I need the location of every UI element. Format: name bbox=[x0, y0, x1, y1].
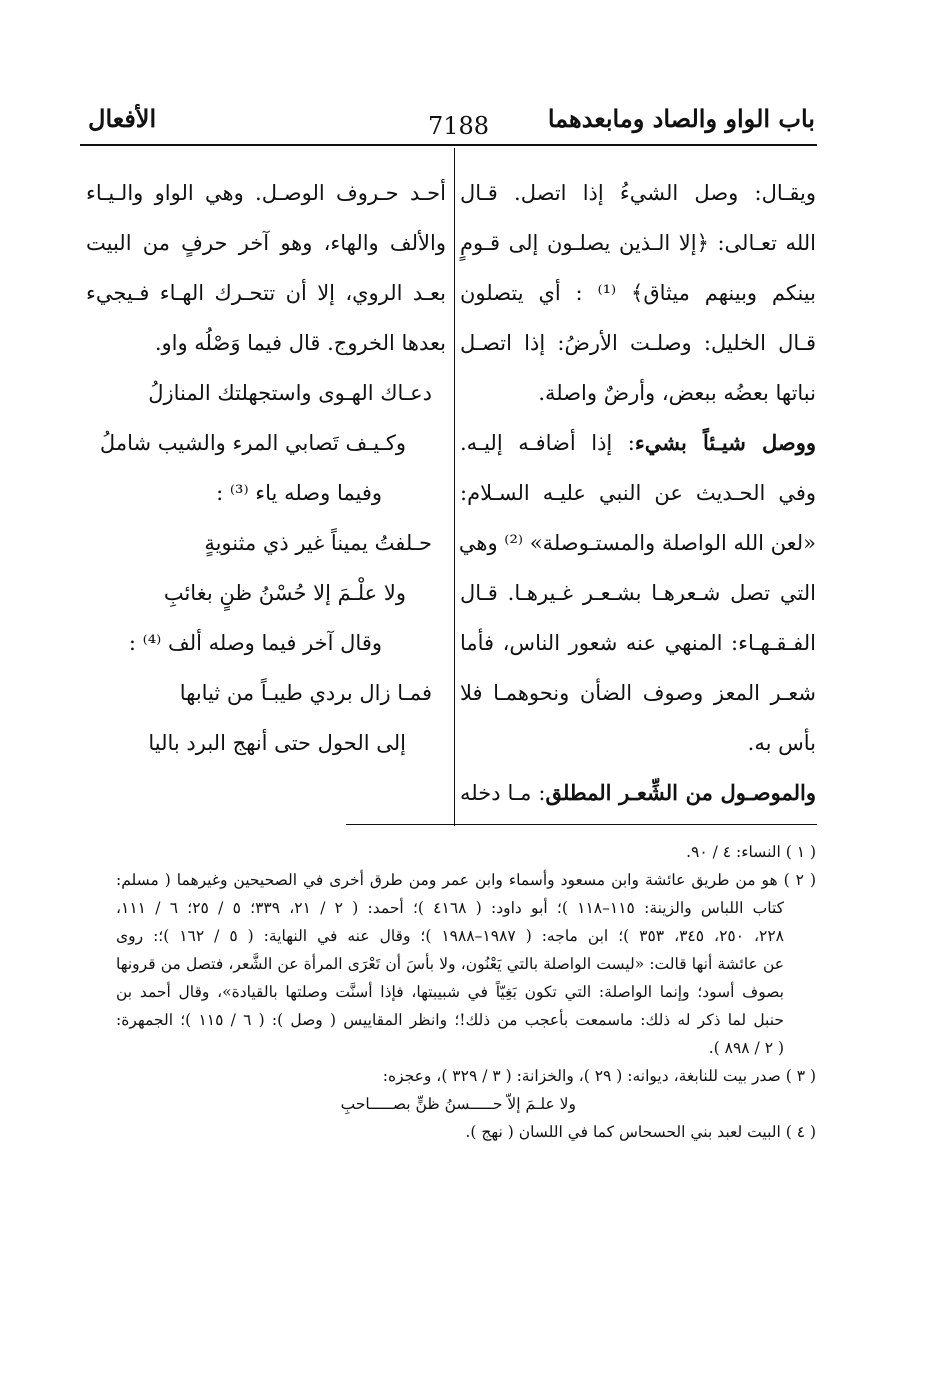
page-number: 7188 bbox=[428, 112, 490, 140]
bold-term: والموصـول من الشِّعـر المطلق bbox=[545, 780, 816, 805]
footnote-2: ( ٢ ) هو من طريق عائشة وابن مسعود وأسماء وابن عمر ومن طرق أخرى في الصحيحين وغيرهما ( مسلم: bbox=[116, 871, 816, 889]
footnote-2-line: كتاب اللباس والزينة: ١١٥–١١٨ )؛ أبو داود: ( ٤١٦٨ )؛ أحمد: ( ٢ / ٢١، ٣٣٩؛ ٥ / ٢٥؛ ٦ / ١١١، bbox=[116, 899, 785, 917]
verse-line: وكـيـف تَصابي المرء والشيب شاملُ bbox=[99, 431, 406, 455]
text-line: «لعن الله الواصلة والمستـوصلة» ⁽²⁾ وهي bbox=[458, 531, 816, 555]
footnote-4: ( ٤ ) البيت لعبد بني الحسحاس كما في اللسان ( نهج ). bbox=[465, 1123, 816, 1141]
text-line: شعـر المعز وصوف الضأن ونحوهمـا فلا bbox=[460, 681, 816, 705]
chapter-title: باب الواو والصاد ومابعدهما bbox=[547, 104, 815, 133]
text-span: : مـا دخله bbox=[460, 781, 546, 805]
section-title: الأفعال bbox=[88, 104, 157, 133]
text-line: والألف والهاء، وهو آخر حرفٍ من البيت bbox=[86, 231, 446, 255]
text-span: : إذا أضافـه إليـه. bbox=[460, 431, 635, 455]
text-line: قـال الخليل: وصلـت الأرضُ: إذا اتصـل bbox=[460, 331, 816, 355]
footnote-3: ( ٣ ) صدر بيت للنابغة، ديوانه: ( ٢٩ )، والخزانة: ( ٣ / ٣٢٩ )، وعجزه: bbox=[382, 1067, 816, 1085]
text-line bbox=[460, 768, 816, 818]
text-line: بأس به. bbox=[747, 731, 816, 755]
verse-line: حـلفتُ يميناً غير ذي مثنويةٍ bbox=[204, 531, 432, 555]
verse-line: ولا علْـمَ إلا حُسْنُ ظنٍ بغائبِ bbox=[163, 581, 406, 605]
text-line: الله تعـالى: ﴿إلا الـذين يصلـون إلى قـومٍ bbox=[460, 231, 816, 255]
text-line: نباتها بعضُه ببعض، وأرضٌ واصلة. bbox=[538, 381, 816, 405]
footnote-2-line: عن عائشة أنها قالت: «ليست الواصلة بالتي يَعْنُون، ولا بأسَ أن تَعْرَى المرأة عن الشَّعر، فتصل من قرونها bbox=[116, 955, 784, 973]
text-line: التي تصل شـعرهـا بشـعـر غـيرهـا. قـال bbox=[460, 581, 816, 605]
text-line: ويقـال: وصل الشيءُ إذا اتصل. قـال bbox=[460, 181, 816, 205]
footnote-2-line: ( ٢ / ٨٩٨ ). bbox=[708, 1039, 784, 1057]
text-line: بينكم وبينهم ميثاق﴾ ⁽¹⁾ : أي يتصلون bbox=[460, 281, 816, 305]
text-line: بعدها الخروج. قال فيما وَصْلُه واو. bbox=[154, 331, 446, 355]
text-line: وقال آخر فيما وصله ألف ⁽⁴⁾ : bbox=[128, 631, 382, 655]
bold-term: ووصل شيـئاً بشيء bbox=[634, 430, 817, 455]
verse-line: إلى الحول حتى أنهج البرد باليا bbox=[148, 731, 406, 755]
text-line: وفي الحـديث عن النبي عليـه السـلام: bbox=[460, 481, 816, 505]
footnote-rule bbox=[346, 824, 817, 825]
text-line bbox=[460, 418, 816, 468]
right-column bbox=[460, 168, 816, 818]
footnote-2-line: بصوف أسود؛ وإنما الواصلة: التي تكون بَغِيّاً في شبيبتها، فإذا أسنَّت وصلتها بالقيادة»، وقال أحمد بن bbox=[116, 983, 784, 1001]
footnote-1: ( ١ ) النساء: ٤ / ٩٠. bbox=[686, 843, 816, 861]
text-line: بعـد الروي، إلا أن تتحـرك الهـاء فـيجيء bbox=[86, 281, 446, 305]
header-rule bbox=[80, 144, 817, 146]
verse-line: فمـا زال بردي طيبـاً من ثيابها bbox=[179, 681, 432, 705]
footnote-3-verse: ولا علـمَ إلاّ حـــــسنُ ظنٍّ بصـــــاحبِ bbox=[340, 1095, 576, 1113]
left-column bbox=[86, 168, 446, 768]
text-line: أحـد حـروف الوصـل. وهي الواو والـيـاء bbox=[86, 181, 446, 205]
column-divider bbox=[454, 148, 455, 826]
text-line: الفـقـهـاء: المنهي عنه شعور الناس، فأما bbox=[460, 631, 816, 655]
text-line: وفيما وصله ياء ⁽³⁾ : bbox=[216, 481, 382, 505]
footnote-2-line: ٢٢٨، ٢٥٠، ٣٤٥، ٣٥٣ )؛ ابن ماجه: ( ١٩٨٧–١٩٨٨ )؛ وقال عنه في النهاية: ( ٥ / ١٦٢ )؛: روى bbox=[116, 927, 784, 945]
footnotes bbox=[116, 838, 816, 1146]
verse-line: دعـاك الهـوى واستجهلتك المنازلُ bbox=[148, 381, 432, 405]
footnote-2-line: حنبل لما ذكر له ذلك: ماسمعت بأعجب من ذلك!؛ وانظر المقاييس ( وصل ): ( ٦ / ١١٥ )؛ الجمهرة: bbox=[116, 1011, 784, 1029]
